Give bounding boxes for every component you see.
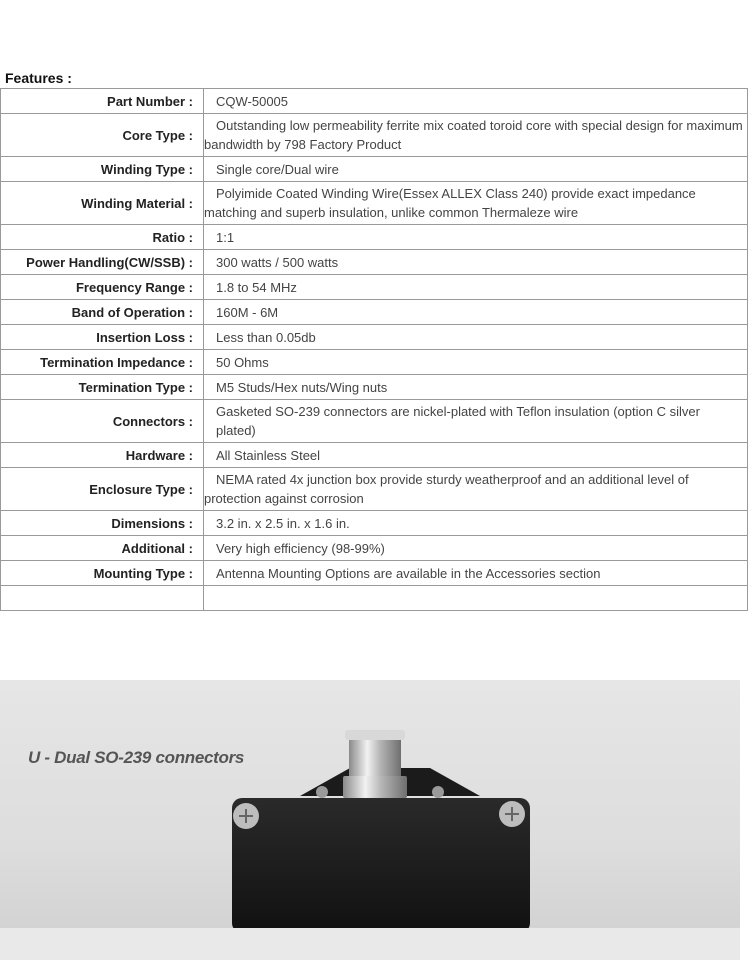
spec-label: Ratio : (1, 225, 204, 250)
spec-value: 300 watts / 500 watts (204, 250, 748, 275)
product-illustration (0, 680, 740, 960)
spec-label: Termination Type : (1, 375, 204, 400)
spec-label: Dimensions : (1, 511, 204, 536)
spec-label: Power Handling(CW/SSB) : (1, 250, 204, 275)
table-row (1, 225, 748, 250)
table-row (1, 114, 748, 157)
photo-caption: U - Dual SO-239 connectors (28, 748, 245, 767)
plate-screw-right (432, 786, 444, 798)
features-heading: Features : (5, 70, 72, 86)
spec-label-empty (1, 586, 204, 611)
spec-value: 50 Ohms (204, 350, 748, 375)
table-row (1, 250, 748, 275)
spec-label: Insertion Loss : (1, 325, 204, 350)
spec-value: Single core/Dual wire (204, 157, 748, 182)
table-row (1, 89, 748, 114)
table-row (1, 400, 748, 443)
table-row (1, 300, 748, 325)
table-row (1, 375, 748, 400)
spec-value: Very high efficiency (98-99%) (204, 536, 748, 561)
spec-label: Connectors : (1, 400, 204, 443)
table-row (1, 443, 748, 468)
spec-value: Polyimide Coated Winding Wire(Essex ALLEX Class 240) provide exact impedance matching and superb insulation, unlike common Thermaleze wire (204, 182, 748, 225)
spec-label: Additional : (1, 536, 204, 561)
table-row (1, 275, 748, 300)
spec-value-empty (204, 586, 748, 611)
spec-value: NEMA rated 4x junction box provide sturdy weatherproof and an additional level of protection against corrosion (204, 468, 748, 511)
spec-value: Outstanding low permeability ferrite mix coated toroid core with special design for maximum bandwidth by 798 Factory Product (204, 114, 748, 157)
spec-value: 1:1 (204, 225, 748, 250)
table-row (1, 157, 748, 182)
connector-rim (345, 730, 405, 740)
table-row (1, 468, 748, 511)
plate-screw-left (316, 786, 328, 798)
spec-label: Frequency Range : (1, 275, 204, 300)
spec-label: Enclosure Type : (1, 468, 204, 511)
spec-value: 160M - 6M (204, 300, 748, 325)
spec-value: All Stainless Steel (204, 443, 748, 468)
table-row (1, 511, 748, 536)
spec-label: Core Type : (1, 114, 204, 157)
spec-label: Termination Impedance : (1, 350, 204, 375)
spec-value: CQW-50005 (204, 89, 748, 114)
spec-label: Mounting Type : (1, 561, 204, 586)
spec-label: Winding Material : (1, 182, 204, 225)
connector-flange (343, 776, 407, 798)
spec-label: Band of Operation : (1, 300, 204, 325)
table-row (1, 325, 748, 350)
table-row-empty (1, 586, 748, 611)
spec-value: 1.8 to 54 MHz (204, 275, 748, 300)
table-row (1, 182, 748, 225)
photo-bottom-band (0, 928, 740, 960)
spec-value: Less than 0.05db (204, 325, 748, 350)
spec-value: Antenna Mounting Options are available in the Accessories section (204, 561, 748, 586)
spec-label: Hardware : (1, 443, 204, 468)
spec-value: Gasketed SO-239 connectors are nickel-plated with Teflon insulation (option C silver plated) (204, 400, 748, 443)
product-photo (0, 680, 740, 960)
table-row (1, 536, 748, 561)
specifications-table (0, 88, 748, 611)
table-row (1, 561, 748, 586)
spec-label: Part Number : (1, 89, 204, 114)
spec-value: M5 Studs/Hex nuts/Wing nuts (204, 375, 748, 400)
spec-value: 3.2 in. x 2.5 in. x 1.6 in. (204, 511, 748, 536)
enclosure-box (232, 798, 530, 933)
spec-label: Winding Type : (1, 157, 204, 182)
table-row (1, 350, 748, 375)
